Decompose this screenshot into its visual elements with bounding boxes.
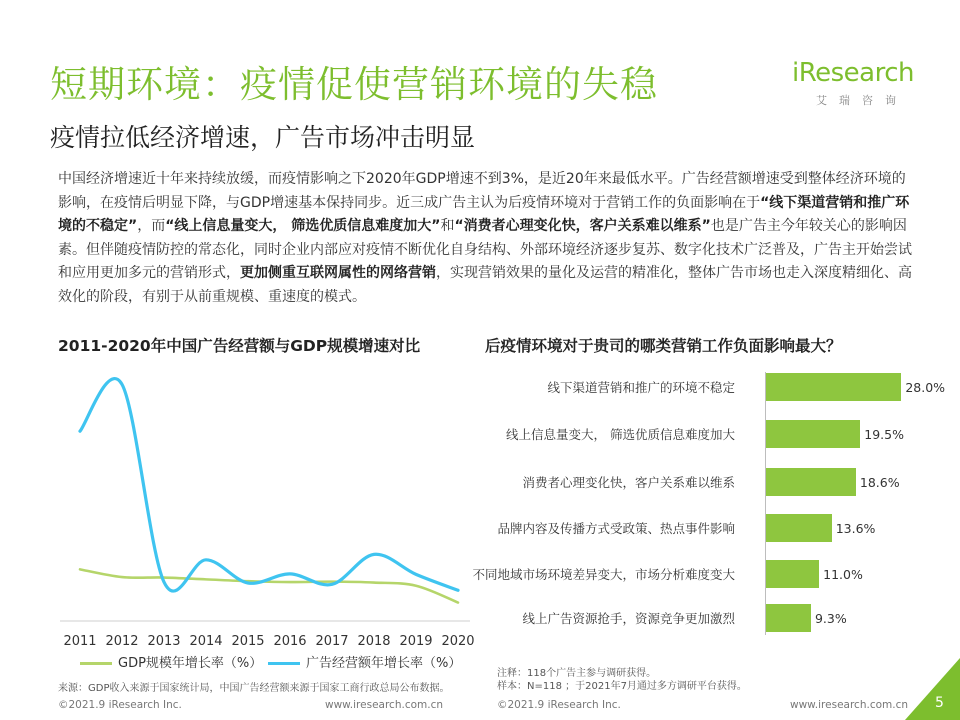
- right-chart-title: 后疫情环境对于贵司的哪类营销工作负面影响最大？: [485, 337, 842, 355]
- bar-mark: [766, 420, 860, 448]
- left-chart-title: 2011-2020年中国广告经营额与GDP规模增速对比: [58, 337, 421, 355]
- body-paragraph: [58, 168, 918, 309]
- bar-category-label: 消费者心理变化快，客户关系难以维系: [522, 475, 735, 490]
- bar-category-label: 线上广告资源抢手，资源竞争更加激烈: [522, 611, 735, 626]
- page-subtitle: 疫情拉低经济增速，广告市场冲击明显: [50, 123, 476, 152]
- body-quote-1: “线下渠道营销和推广环境的不稳定”: [58, 194, 910, 234]
- bar-category-label: 线下渠道营销和推广的环境不稳定: [547, 380, 735, 395]
- bar-category-label: 线上信息量变大， 筛选优质信息难度加大: [506, 427, 735, 442]
- body-quote-3: “消费者心理变化快，客户关系难以维系”: [454, 218, 711, 234]
- footer-url-left[interactable]: www.iresearch.com.cn: [325, 699, 444, 711]
- x-tick-label: 2012: [105, 634, 139, 649]
- bar-value-label: 28.0%: [905, 380, 946, 395]
- bar-row: [480, 467, 940, 495]
- legend-ad: [268, 652, 461, 671]
- legend-gdp-swatch: [80, 662, 112, 665]
- bar-mark: [766, 604, 811, 632]
- x-tick-label: 2020: [441, 634, 475, 649]
- body-quote-2: “线上信息量变大， 筛选优质信息难度加大”: [165, 218, 441, 234]
- right-chart-notes: [497, 667, 747, 693]
- corner-decoration: [905, 658, 960, 720]
- body-text-1: 中国经济增速近十年来持续放缓，而疫情影响之下2020年GDP增速不到3%，是近20年来最低水平。广告经营额增速受到整体经济环境的影响，在疫情后明显下降，与GDP增速基本保持同步。近三成广告主认为后疫情环境对于营销工作的负面影响在于: [58, 171, 906, 211]
- legend-ad-label: 广告经营额年增长率（%）: [306, 656, 462, 671]
- footer-url-right[interactable]: www.iresearch.com.cn: [790, 699, 909, 711]
- bar-category-label: 品牌内容及传播方式受政策、热点事件影响: [497, 521, 735, 536]
- footer-copyright-right: ©2021.9 iResearch Inc.: [497, 699, 621, 711]
- body-text-5: ，实现营销效果的量化及运营的精准化，整体广告市场也走入深度精细化、高效化的阶段，有别于从前重规模、重速度的模式。: [58, 265, 912, 305]
- ad-growth-line: [80, 379, 458, 592]
- x-tick-label: 2015: [231, 634, 265, 649]
- growth-line-chart: [50, 355, 480, 655]
- logo-chinese: 艾瑞咨询: [816, 94, 908, 107]
- x-tick-label: 2011: [63, 634, 97, 649]
- x-tick-label: 2014: [189, 634, 223, 649]
- left-chart-source: 来源：GDP收入来源于国家统计局，中国广告经营额来源于国家工商行政总局公布数据。: [58, 683, 450, 694]
- page-title: 短期环境：疫情促使营销环境的失稳: [50, 63, 658, 106]
- bar-value-label: 9.3%: [814, 611, 847, 626]
- note-line-2: 样本：N=118 ；于2021年7月通过多方调研平台获得。: [497, 681, 747, 692]
- bar-row: [480, 419, 940, 447]
- page-number: 5: [935, 695, 944, 711]
- body-text-2: ，而: [137, 218, 166, 234]
- bar-category-label: 不同地域市场环境差异变大，市场分析难度变大: [472, 567, 735, 582]
- x-tick-label: 2017: [315, 634, 349, 649]
- bar-value-label: 13.6%: [835, 521, 876, 536]
- bar-value-label: 18.6%: [859, 475, 900, 490]
- bar-mark: [766, 560, 819, 588]
- bar-row: [480, 372, 946, 400]
- gdp-growth-line: [80, 569, 458, 602]
- body-quote-4: 更加侧重互联网属性的网络营销: [240, 265, 436, 281]
- logo-wordmark: iResearch: [792, 58, 914, 88]
- bar-value-label: 19.5%: [864, 427, 904, 442]
- bar-value-label: 11.0%: [823, 567, 863, 582]
- bar-row: [480, 513, 940, 541]
- bar-mark: [766, 514, 832, 542]
- bar-mark: [766, 373, 901, 401]
- bar-mark: [766, 468, 856, 496]
- x-tick-label: 2019: [399, 634, 433, 649]
- x-tick-label: 2018: [357, 634, 391, 649]
- iresearch-logo: [790, 58, 914, 113]
- bar-row: [480, 603, 940, 631]
- bar-row: [472, 559, 940, 587]
- legend-ad-swatch: [268, 662, 300, 665]
- body-text-4: 也是广告主今年较关心的影响因素。但伴随疫情防控的常态化，同时企业内部应对疫情不断优化自身结构、外部环境经济逐步复苏、数字化技术广泛普及，广告主开始尝试和应用更加多元的营销形式，: [58, 218, 912, 281]
- bar-chart-axis: [765, 372, 766, 635]
- legend-gdp: [80, 652, 262, 671]
- legend-gdp-label: GDP规模年增长率（%）: [118, 656, 263, 671]
- footer-copyright-left: ©2021.9 iResearch Inc.: [58, 699, 182, 711]
- body-text-3: 和: [440, 218, 455, 234]
- x-tick-label: 2013: [147, 634, 181, 649]
- note-line-1: 注释：118个广告主参与调研获得。: [497, 668, 657, 679]
- x-tick-label: 2016: [273, 634, 307, 649]
